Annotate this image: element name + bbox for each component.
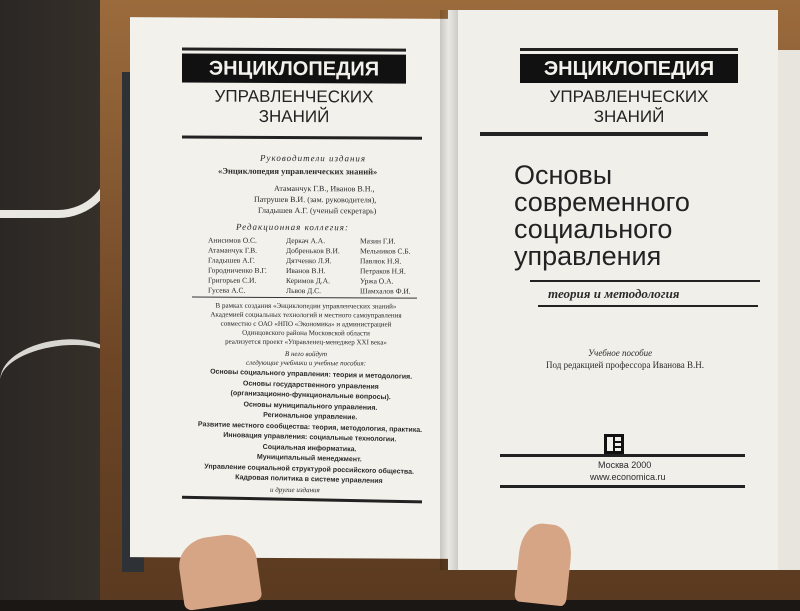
footer-rule-bottom <box>500 485 745 488</box>
board-member: Уржа О.А. <box>360 276 394 286</box>
other-editions: и другие издания <box>270 485 320 495</box>
logo-line2: УПРАВЛЕНЧЕСКИХ <box>549 87 709 106</box>
book-title <box>514 162 690 270</box>
title-line: современного <box>514 187 690 217</box>
logo-title: ЭНЦИКЛОПЕДИЯ <box>520 54 738 83</box>
subtitle: теория и методология <box>548 286 680 301</box>
leaders-title: «Энциклопедия управленческих знаний» <box>218 165 378 177</box>
book-item: Социальная информатика. <box>262 443 357 453</box>
includes-heading <box>196 350 416 369</box>
logo-underline <box>480 132 708 136</box>
book-item: Кадровая политика в системе управления <box>235 474 383 486</box>
book-list <box>169 366 451 489</box>
board-member: Иванов В.Н. <box>286 265 326 276</box>
book-item: (организационно-функциональные вопросы). <box>230 390 391 402</box>
title-line: Основы <box>514 160 613 190</box>
board-column-2 <box>286 236 340 296</box>
logo-line3: ЗНАНИЙ <box>258 106 330 127</box>
board-member: Мельников С.Б. <box>360 246 411 256</box>
board-member: Анисимов О.С. <box>208 235 257 245</box>
footer-rule <box>500 454 745 457</box>
board-member: Павлюк Н.Я. <box>360 256 402 266</box>
board-member: Гладышев А.Г. <box>208 255 255 265</box>
project-line: Академией социальных технологий и местного самоуправления <box>210 310 402 320</box>
book-item: Управление социальной структурой российского общества. <box>204 462 415 476</box>
title-line: управления <box>514 241 662 271</box>
left-page <box>130 17 448 559</box>
board-member: Добреньков В.И. <box>286 245 340 256</box>
book-gutter <box>440 10 458 570</box>
board-column-1 <box>208 236 267 296</box>
board-column-3 <box>360 236 411 296</box>
book-type: Учебное пособие <box>588 348 653 358</box>
includes-line: В него войдут <box>284 349 328 359</box>
board-member: Дятченко Л.Я. <box>286 255 332 266</box>
board-member: Львов Д.С. <box>286 285 322 296</box>
project-line: реализуется проект «Управленец-менеджер XXI века» <box>225 337 387 347</box>
board-member: Петраков Н.Я. <box>360 266 406 276</box>
board-member: Атаманчук Г.В. <box>208 245 258 255</box>
leader-line: Атаманчук Г.В., Иванов В.Н., <box>274 183 375 194</box>
encyclopedia-logo-left <box>182 47 406 127</box>
project-text <box>196 302 416 348</box>
book-item: Основы муниципального управления. <box>243 400 378 412</box>
divider <box>192 296 417 298</box>
encyclopedia-logo-right <box>520 48 738 127</box>
board-heading: Редакционная коллегия: <box>236 221 349 233</box>
board-member: Григорьев С.И. <box>208 275 257 285</box>
editor-line: Под редакцией профессора Иванова В.Н. <box>546 360 705 370</box>
logo-underline <box>182 135 422 139</box>
board-member: Деркач А.А. <box>286 235 326 246</box>
leader-line: Гладышев А.Г. (ученый секретарь) <box>258 205 377 216</box>
project-line: Одинцовского района Московской области <box>242 328 370 338</box>
website: www.economica.ru <box>590 472 666 482</box>
project-line: совместно с ОАО «НПО «Экономика» и администрацией <box>220 319 392 329</box>
logo-line2: УПРАВЛЕНЧЕСКИХ <box>214 86 374 107</box>
book-item: Муниципальный менеджмент. <box>256 453 362 464</box>
title-line: социального <box>514 214 673 244</box>
board-member: Шамхалов Ф.И. <box>360 286 411 296</box>
includes-line: следующие учебники и учебные пособия: <box>245 358 367 368</box>
board-member: Городниченко В.Г. <box>208 265 267 275</box>
bottom-rule <box>182 496 422 504</box>
subtitle-rule <box>538 305 758 307</box>
book-item: Основы социального управления: теория и методология. <box>210 368 413 381</box>
book-item: Инновация управления: социальные технологии. <box>223 431 397 444</box>
logo-line3: ЗНАНИЙ <box>593 107 665 126</box>
leader-line: Патрушев В.И. (зам. руководителя), <box>254 194 377 205</box>
book-item: Развитие местного сообщества: теория, методология, практика. <box>197 420 423 434</box>
right-page <box>448 10 778 570</box>
leaders-heading: Руководители издания <box>260 152 367 164</box>
board-member: Гусева А.С. <box>208 285 246 295</box>
project-line: В рамках создания «Энциклопедии управленческих знаний» <box>215 301 397 311</box>
title-rule <box>530 280 760 282</box>
book-item: Региональное управление. <box>263 411 358 422</box>
board-member: Мазин Г.И. <box>360 236 396 246</box>
publisher-logo-icon <box>604 434 624 454</box>
board-member: Керимов Д.А. <box>286 275 331 286</box>
logo-title: ЭНЦИКЛОПЕДИЯ <box>182 53 406 83</box>
city-year: Москва 2000 <box>598 460 652 470</box>
book-item: Основы государственного управления <box>242 379 379 391</box>
